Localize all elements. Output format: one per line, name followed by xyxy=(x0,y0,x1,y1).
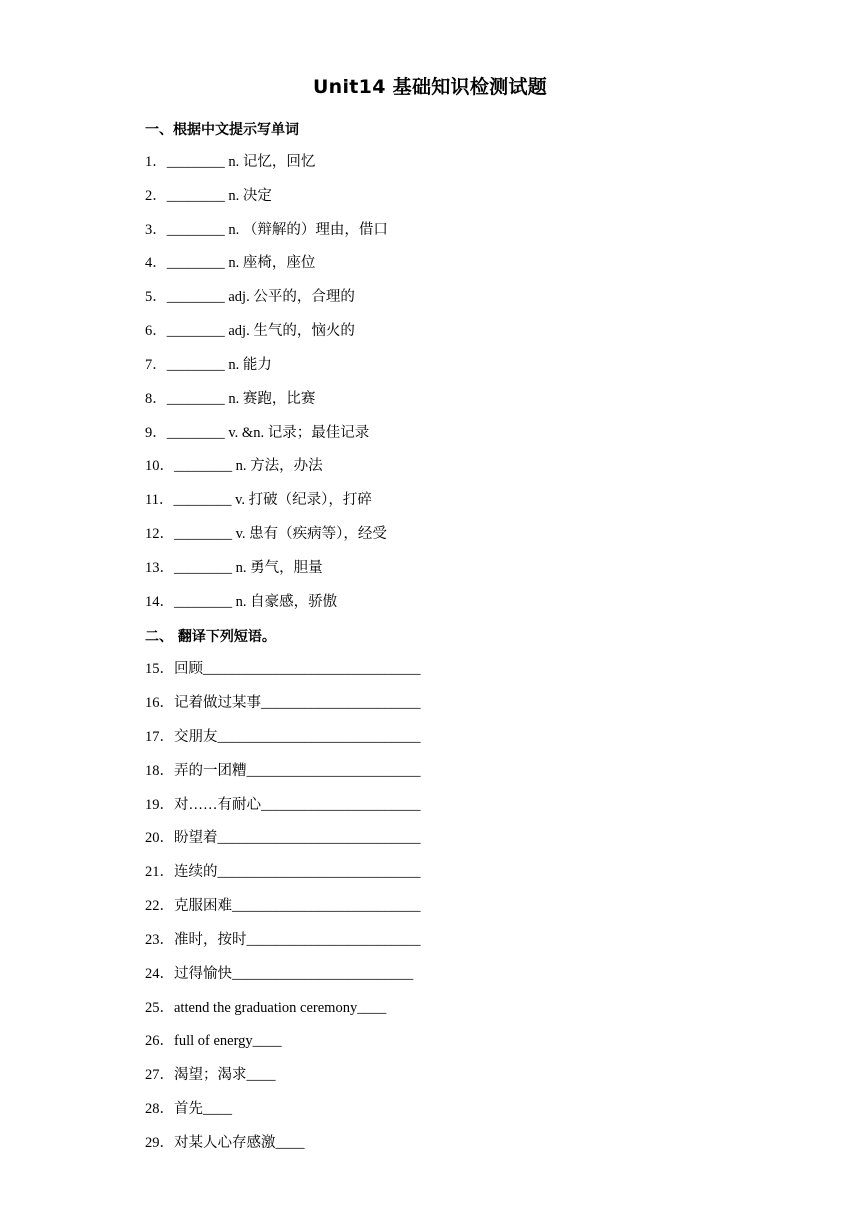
question-item-4: 4．________ n. 座椅，座位 xyxy=(145,255,316,271)
question-item-2: 2．________ n. 决定 xyxy=(145,188,272,204)
question-item-9: 9．________ v. &n. 记录；最佳记录 xyxy=(145,425,370,441)
question-item-1: 1．________ n. 记忆，回忆 xyxy=(145,154,316,170)
question-item-13: 13．________ n. 勇气，胆量 xyxy=(145,560,323,576)
question-item-15: 15．回顾______________________________ xyxy=(145,661,421,677)
question-item-24: 24．过得愉快_________________________ xyxy=(145,966,414,982)
question-item-5: 5．________ adj. 公平的，合理的 xyxy=(145,289,355,305)
question-item-14: 14．________ n. 自豪感，骄傲 xyxy=(145,594,338,610)
question-item-22: 22．克服困难__________________________ xyxy=(145,898,421,914)
question-item-29: 29．对某人心存感激____ xyxy=(145,1135,305,1151)
question-item-27: 27．渴望；渴求____ xyxy=(145,1067,276,1083)
question-item-7: 7．________ n. 能力 xyxy=(145,357,272,373)
question-item-8: 8．________ n. 赛跑，比赛 xyxy=(145,391,316,407)
question-item-10: 10．________ n. 方法，办法 xyxy=(145,458,323,474)
question-item-23: 23．准时，按时________________________ xyxy=(145,932,421,948)
question-item-25: 25．attend the graduation ceremony____ xyxy=(145,1000,387,1016)
question-item-3: 3．________ n. （辩解的）理由，借口 xyxy=(145,222,388,238)
question-item-17: 17．交朋友____________________________ xyxy=(145,729,421,745)
question-item-28: 28．首先____ xyxy=(145,1101,232,1117)
question-item-11: 11．________ v. 打破（纪录），打碎 xyxy=(145,492,372,508)
question-item-16: 16．记着做过某事______________________ xyxy=(145,695,421,711)
question-item-20: 20．盼望着____________________________ xyxy=(145,830,421,846)
question-item-6: 6．________ adj. 生气的，恼火的 xyxy=(145,323,355,339)
question-item-19: 19．对……有耐心______________________ xyxy=(145,797,421,813)
section-heading-1: 一、根据中文提示写单词 xyxy=(145,122,299,138)
question-item-18: 18．弄的一团糟________________________ xyxy=(145,763,421,779)
page-title: Unit14 基础知识检测试题 xyxy=(312,76,548,98)
question-item-26: 26．full of energy____ xyxy=(145,1033,282,1049)
question-item-12: 12．________ v. 患有（疾病等），经受 xyxy=(145,526,387,542)
section-heading-2: 二、 翻译下列短语。 xyxy=(145,629,276,645)
question-item-21: 21．连续的____________________________ xyxy=(145,864,421,880)
